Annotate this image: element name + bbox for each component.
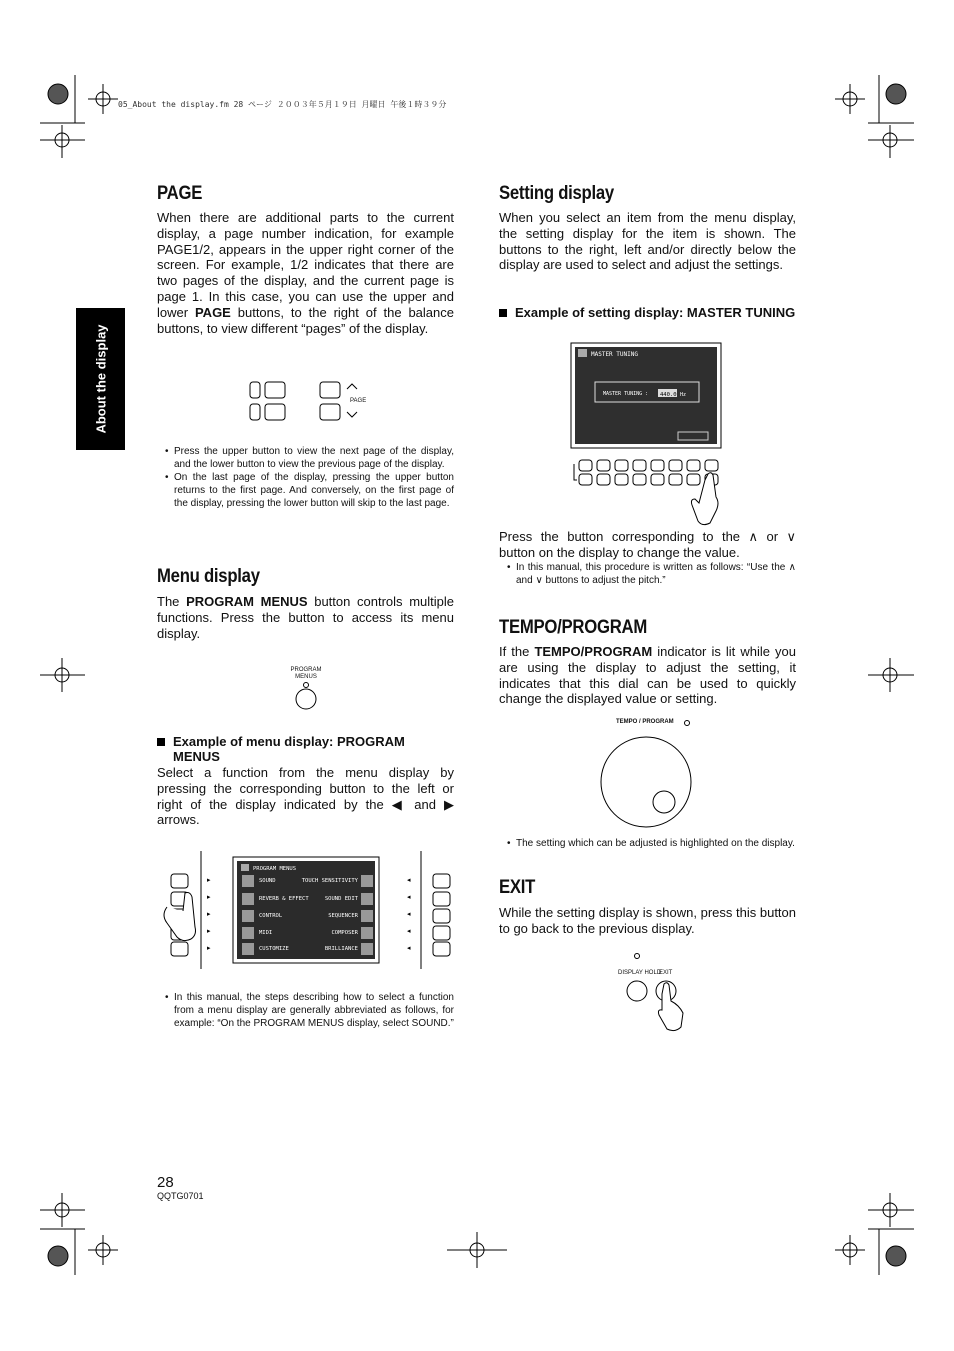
list-item: • In this manual, this procedure is written as follows: “Use the ∧ and ∨ buttons to adjust the pitch.” — [507, 561, 796, 587]
menu-right-item: TOUCH SENSITIVITY — [301, 878, 358, 884]
program-menus-label: PROGRAM MENUS — [290, 667, 322, 680]
master-tuning-title: MASTER TUNING — [591, 351, 638, 358]
tempo-section-title: TEMPO/PROGRAM — [499, 617, 647, 638]
svg-text:◂: ◂ — [407, 928, 411, 935]
master-tuning-value: 440.0 — [660, 392, 677, 398]
list-item: • On the last page of the display, pressing the upper button returns to the first page. And conversely, on the first page of the display, pressing the lower button will skip to the last page. — [165, 471, 454, 510]
svg-text:▸: ▸ — [207, 877, 211, 884]
program-menus-button — [286, 680, 326, 720]
exit-section-title: EXIT — [499, 877, 536, 898]
display-hold-label: DISPLAY HOLD — [618, 970, 662, 976]
tempo-section-bullets — [507, 837, 796, 850]
exit-section-body: While the setting display is shown, press this button to go back to the previous display. — [499, 905, 796, 936]
master-tuning-field-label: MASTER TUNING : — [603, 391, 649, 397]
svg-text:▸: ▸ — [207, 928, 211, 935]
svg-text:◂: ◂ — [407, 894, 411, 901]
page-number: 28 — [157, 1174, 174, 1191]
list-item: • The setting which can be adjusted is highlighted on the display. — [507, 837, 796, 850]
menu-section-body: The PROGRAM MENUS button controls multiple functions. Press the button to access its menu display. — [157, 594, 454, 641]
tempo-section-body: If the TEMPO/PROGRAM indicator is lit while you are using the display to adjust the setting, it indicates that this dial can be used to quickly change the displayed value or setting. — [499, 644, 796, 707]
exit-buttons-diagram — [620, 950, 700, 1040]
menu-left-item: SOUND — [259, 878, 276, 884]
header-file-line: 05_About the display.fm 28 ページ ２００３年５月１９日 月曜日 午後１時３９分 — [118, 100, 447, 109]
menu-left-item: REVERB & EFFECT — [259, 896, 309, 902]
list-item: • Press the upper button to view the next page of the display, and the lower button to view the previous page of the display. — [165, 445, 454, 471]
page-section-body: When there are additional parts to the current display, a page number indication, for example PAGE1/2, appears in the upper right corner of the screen. For example, 1/2 indicates that there are two pages of the display, and the current page is page 1. In this case, you can use the upper and lower PAGE buttons, to the right of the balance buttons, to view different “pages” of the display. — [157, 210, 454, 336]
list-item: • In this manual, the steps describing how to select a function from a menu display are generally abbreviated as follows, for example: “On the PROGRAM MENUS display, select SOUND.” — [165, 991, 454, 1030]
svg-text:◂: ◂ — [407, 877, 411, 884]
menu-right-item: BRILLIANCE — [324, 946, 358, 952]
master-tuning-diagram — [565, 340, 745, 530]
svg-text:▸: ▸ — [207, 911, 211, 918]
setting-section-body: When you select an item from the menu display, the setting display for the item is shown. The buttons to the right, left and/or directly below the display are used to select and adjust the settings. — [499, 210, 796, 273]
setting-body-after: Press the button corresponding to the ∧ or ∨ button on the display to change the value. — [499, 529, 796, 560]
page-buttons-label: PAGE — [350, 398, 367, 404]
menu-right-item: COMPOSER — [331, 930, 358, 936]
tempo-program-dial — [598, 718, 698, 818]
svg-text:◂: ◂ — [407, 911, 411, 918]
menu-example-body: Select a function from the menu display by pressing the corresponding button to the left or right of the display indicated by the ◀ and ▶ arrows. — [157, 765, 454, 828]
page-section-title: PAGE — [157, 183, 203, 204]
setting-section-title: Setting display — [499, 183, 614, 204]
program-menus-diagram — [163, 847, 473, 972]
menu-left-item: CUSTOMIZE — [259, 946, 289, 952]
document-code: QQTG0701 — [157, 1191, 204, 1201]
exit-label: EXIT — [659, 970, 673, 976]
svg-text:▸: ▸ — [207, 945, 211, 952]
menu-screen-title: PROGRAM MENUS — [253, 866, 297, 872]
setting-example-heading: Example of setting display: MASTER TUNING — [499, 305, 805, 320]
setting-section-bullets — [507, 561, 796, 587]
svg-text:◂: ◂ — [407, 945, 411, 952]
menu-section-title: Menu display — [157, 566, 260, 587]
master-tuning-unit: Hz — [680, 392, 687, 398]
page-section-bullets — [165, 445, 454, 510]
menu-section-bullets — [165, 991, 454, 1030]
side-tab — [76, 308, 125, 450]
tempo-dial-label: TEMPO / PROGRAM — [616, 719, 674, 725]
menu-left-item: CONTROL — [259, 913, 283, 919]
menu-left-item: MIDI — [259, 930, 273, 936]
menu-right-item: SEQUENCER — [328, 913, 358, 919]
svg-text:▸: ▸ — [207, 894, 211, 901]
menu-example-heading: Example of menu display: PROGRAM MENUS — [157, 734, 453, 764]
menu-right-item: SOUND EDIT — [324, 896, 358, 902]
side-tab-label: About the display — [93, 324, 108, 434]
